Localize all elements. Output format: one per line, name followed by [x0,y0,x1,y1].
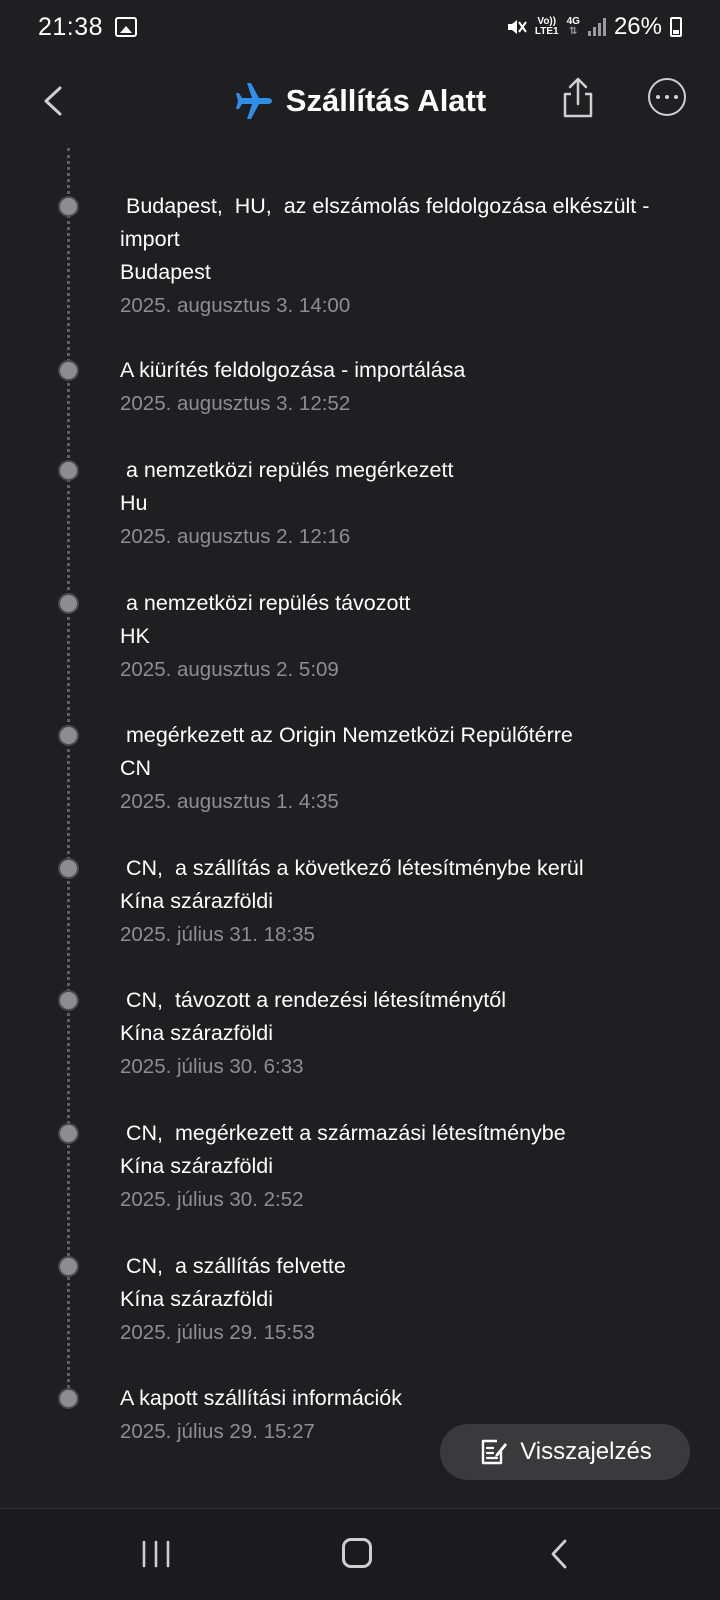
status-bar [0,0,720,54]
timeline-dot [58,196,79,217]
timeline-dot [58,725,79,746]
event-time: 2025. augusztus 1. 4:35 [120,790,339,813]
share-icon[interactable] [558,74,598,122]
event-location: HK [120,624,150,648]
timeline-dot [58,360,79,381]
event-location: CN [120,756,152,780]
timeline-dot [58,1388,79,1409]
event-time: 2025. augusztus 3. 14:00 [120,294,351,317]
battery-icon [670,17,682,37]
status-time: 21:38 [38,12,104,41]
event-time: 2025. július 29. 15:27 [120,1420,315,1443]
event-location: Kína szárazföldi [120,889,273,913]
event-title: A kiürítés feldolgozása - importálása [120,358,466,382]
event-location: Budapest [120,260,211,284]
volte-label: Vo)) [537,16,557,27]
event-title: CN, a szállítás a következő létesítménybe kerül [120,856,584,880]
timeline-dot [58,593,79,614]
event-time: 2025. augusztus 3. 12:52 [120,392,351,415]
event-location: Hu [120,491,148,515]
lte-label: LTE1 [534,26,559,37]
signal-icon [588,18,606,36]
event-location: Kína szárazföldi [120,1021,273,1045]
home-icon[interactable] [342,1538,372,1568]
timeline-dot [58,1123,79,1144]
event-time: 2025. július 31. 18:35 [120,923,315,946]
event-time: 2025. július 30. 2:52 [120,1188,304,1211]
event-location: Kína szárazföldi [120,1287,273,1311]
network-gen-label: 4G [566,16,580,27]
recent-apps-icon[interactable] [140,1539,172,1569]
timeline-dot [58,1256,79,1277]
edit-note-icon [478,1437,508,1467]
event-title: a nemzetközi repülés megérkezett [120,458,454,482]
feedback-button[interactable] [440,1424,690,1480]
volte-indicator [535,17,559,37]
battery-percent: 26% [613,13,662,40]
header-title-group [234,81,486,121]
back-button[interactable] [34,78,74,124]
timeline-dot [58,990,79,1011]
network-gen-indicator: 4G ⇅ [566,16,580,37]
event-title: Budapest, HU, az elszámolás feldolgozása elkészült - import [120,194,656,251]
event-title: a nemzetközi repülés távozott [120,591,411,615]
event-time: 2025. augusztus 2. 12:16 [120,525,351,548]
gallery-notification-icon [115,17,137,37]
airplane-icon [234,81,274,121]
event-time: 2025. július 30. 6:33 [120,1055,304,1078]
page-title: Szállítás Alatt [285,83,487,118]
status-icons [505,13,682,41]
event-title: CN, a szállítás felvette [120,1254,346,1278]
more-options-icon[interactable] [648,78,686,116]
event-time: 2025. augusztus 2. 5:09 [120,658,339,681]
system-nav-bar [0,1508,720,1600]
event-title: CN, távozott a rendezési létesítménytől [120,988,506,1012]
app-header [0,54,720,148]
tracking-timeline [0,148,720,1506]
feedback-label: Visszajelzés [520,1438,652,1465]
mute-icon [505,16,527,38]
event-title: CN, megérkezett a származási létesítménybe [120,1121,566,1145]
timeline-dot [58,858,79,879]
event-location: Kína szárazföldi [120,1154,273,1178]
timeline-line [67,148,70,1406]
system-back-icon[interactable] [548,1537,570,1571]
event-time: 2025. július 29. 15:53 [120,1321,315,1344]
timeline-dot [58,460,79,481]
event-title: megérkezett az Origin Nemzetközi Repülőtérre [120,723,573,747]
event-title: A kapott szállítási információk [120,1386,403,1410]
